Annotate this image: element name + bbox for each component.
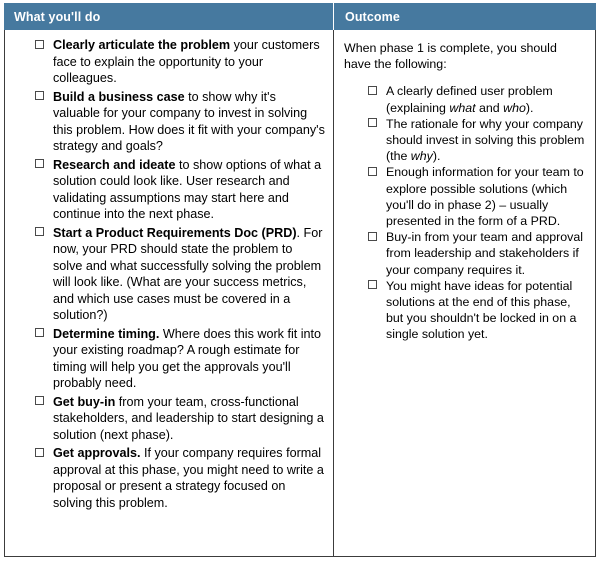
list-item-text: ). xyxy=(432,149,441,164)
list-item xyxy=(368,229,585,278)
emphasis-text: who xyxy=(503,100,526,115)
list-item-lead: Start a Product Requirements Doc (PRD) xyxy=(53,225,297,240)
checkbox-icon[interactable] xyxy=(35,159,44,168)
list-item-text: You might have ideas for potential solutions at the end of this phase, but you shouldn't be locked in on a single solution yet. xyxy=(386,278,577,342)
checkbox-icon[interactable] xyxy=(35,448,44,457)
table-body-row xyxy=(4,30,596,557)
list-item-text: The rationale for why your company should invest in solving this problem (the xyxy=(386,116,585,164)
list-item xyxy=(35,37,325,87)
outcome-intro-text: When phase 1 is complete, you should have the following: xyxy=(344,41,557,72)
list-item-lead: Determine timing. xyxy=(53,326,160,341)
list-item-text: Buy-in from your team and approval from leadership and stakeholders if your company requires it. xyxy=(386,230,583,277)
emphasis-text: what xyxy=(449,100,476,115)
list-item-text: to show options of what a solution could look like. User research and validating assumptions may start here and continue into the next phase. xyxy=(53,157,322,221)
list-item xyxy=(35,326,325,392)
list-item-text: and xyxy=(475,100,504,115)
checkbox-icon[interactable] xyxy=(368,280,377,289)
list-item-lead: Get buy-in xyxy=(53,394,116,409)
list-item xyxy=(368,83,585,115)
phase-checklist-table-wrapper xyxy=(4,3,596,557)
column-header-outcome: Outcome xyxy=(333,3,596,30)
checkbox-icon[interactable] xyxy=(368,86,377,95)
list-item-text: your customers face to explain the opportunity to your colleagues. xyxy=(53,38,320,85)
checkbox-icon[interactable] xyxy=(35,328,44,337)
list-item xyxy=(368,278,585,343)
list-item xyxy=(35,225,325,324)
list-item-lead: Get approvals. xyxy=(53,446,141,460)
phase-checklist-table xyxy=(4,3,596,557)
checkbox-icon[interactable] xyxy=(35,396,44,405)
list-item-text: to show why it's valuable for your company to invest in solving this problem. How does it fit with your company's strategy and goals? xyxy=(53,89,325,153)
cell-what-youll-do xyxy=(5,30,333,556)
column-header-what-youll-do: What you'll do xyxy=(14,9,101,24)
list-item-text: If your company requires formal approval at this phase, you might need to write a proposal or present a strategy focused on solving this problem. xyxy=(53,446,324,510)
checkbox-icon[interactable] xyxy=(368,167,377,176)
table-header-row xyxy=(4,3,596,30)
emphasis-text: why xyxy=(410,149,433,164)
list-item-text: ). xyxy=(525,100,534,115)
list-item xyxy=(35,394,325,444)
list-item-text: from your team, cross-functional stakeholders, and leadership to start designing a solution (next phase). xyxy=(53,394,324,442)
checkbox-icon[interactable] xyxy=(368,118,377,127)
list-item xyxy=(368,164,585,229)
list-item-lead: Build a business case xyxy=(53,89,185,104)
list-item xyxy=(35,89,325,155)
checkbox-icon[interactable] xyxy=(368,232,377,241)
list-item-lead: Clearly articulate the problem xyxy=(53,38,231,52)
checkbox-icon[interactable] xyxy=(35,40,44,49)
list-item-text: A clearly defined user problem (explaining xyxy=(386,84,553,115)
checkbox-icon[interactable] xyxy=(35,227,44,236)
list-item-text: Enough information for your team to explore possible solutions (which you'll do in phase 2) – usually presented in the form of a PRD. xyxy=(386,165,584,229)
list-item xyxy=(35,445,325,511)
list-item xyxy=(35,157,325,223)
outcome-checklist xyxy=(368,83,585,342)
list-item-text: . For now, your PRD should state the problem to solve and what successfully solving the problem will look like. (What are your success metrics, and which use cases must be covered in a solution?) xyxy=(53,225,323,322)
cell-outcome xyxy=(333,30,595,556)
list-item xyxy=(368,116,585,165)
list-item-text: Where does this work fit into your existing roadmap? A rough estimate for timing will help you get the approvals you'll probably need. xyxy=(53,326,322,390)
list-item-lead: Research and ideate xyxy=(53,157,176,172)
checkbox-icon[interactable] xyxy=(35,91,44,100)
what-youll-do-checklist xyxy=(35,37,325,511)
